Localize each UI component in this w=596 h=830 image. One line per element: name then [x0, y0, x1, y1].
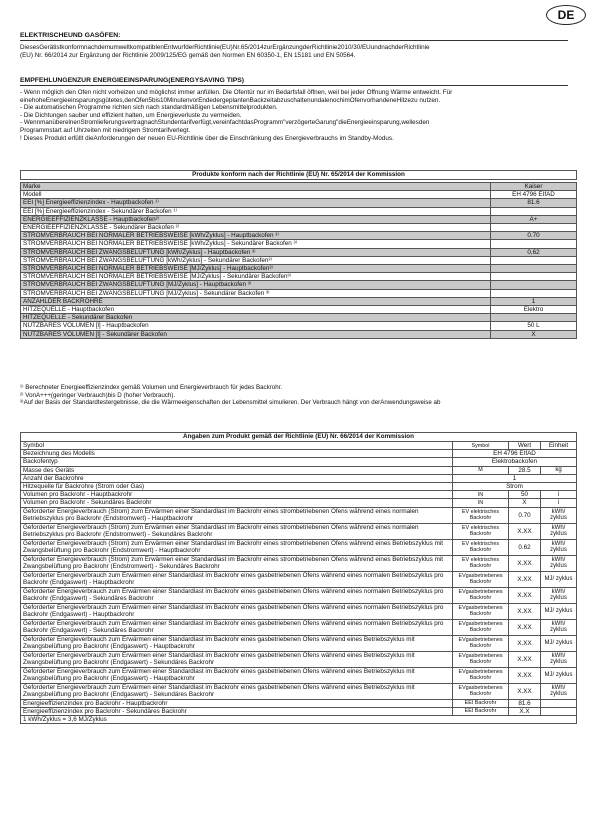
table2-label: Energieeffizienzindex pro Backrohr - Hauptbackrohr — [21, 699, 453, 707]
table2-label: Volumen pro Backrohr - Sekundäres Backrohr — [21, 499, 453, 507]
table2-value: 50 — [509, 491, 541, 499]
table1-label: NUTZBARES VOLUMEN [l] - Hauptbackofen — [21, 322, 491, 330]
table1-label: STROMVERBRAUCH BEI ZWANGSBELÜFTUNG [MJ/Zyklus] - Sekundärer Backofen ³⁾ — [21, 289, 491, 297]
table1-row — [21, 183, 577, 191]
table2-label: Geforderter Energieverbrauch zum Erwärmen einer Standardlast im Backrohr eines gasbetriebenen Ofens während eines Betriebszyklus mit Zwangsbelüftung pro Backrohr (Endgaswert) - Sekundäres Backrohr — [21, 683, 453, 699]
table2-row — [21, 587, 577, 603]
table2-unit: kWh/ zyklus — [541, 683, 577, 699]
table2-symbol: EVgasbetriebenes Backrohr — [453, 651, 509, 667]
table1-label: STROMVERBRAUCH BEI ZWANGSBELÜFTUNG [MJ/Zyklus] - Hauptbackofen ³⁾ — [21, 281, 491, 289]
table2-row — [21, 571, 577, 587]
table1-label: STROMVERBRAUCH BEI NORMALER BETRIEBSWEISE [kWh/Zyklus] - Sekundärer Backofen ³⁾ — [21, 240, 491, 248]
table2-row — [21, 619, 577, 635]
table2-label: Geforderter Energieverbrauch (Strom) zum Erwärmen einer Standardlast im Backrohr eines strombetriebenen Ofens während eines Betriebszyklus mit Zwangsbelüftung pro Backrohr (Endstromwert) - Hauptbackrohr — [21, 539, 453, 555]
table2-value: X.XX — [509, 571, 541, 587]
table2-unit — [541, 707, 577, 715]
table2-value: 81.6 — [509, 699, 541, 707]
table2-row — [21, 458, 577, 466]
table1-row — [21, 224, 577, 232]
table2-symbol: EVgasbetriebenes Backrohr — [453, 619, 509, 635]
section-title-energy-saving-tips: EMPFEHLUNGENZUR ENERGIEEINSPARUNG(ENERGYSAVING TIPS) — [20, 77, 568, 86]
table2-label: Volumen pro Backrohr - Hauptbackrohr — [21, 491, 453, 499]
table2-symbol: IN — [453, 499, 509, 507]
regulation-65-2014-table — [20, 170, 577, 339]
table2-row — [21, 667, 577, 683]
table1-label: EEI [%] Energieeffizienzindex - Hauptbackofen ¹⁾ — [21, 199, 491, 207]
table2-footer: 1 kWh/Zyklus = 3,6 MJ/Zyklus — [21, 716, 577, 724]
table2-value: X.XX — [509, 683, 541, 699]
table1-value — [491, 273, 577, 281]
table2-row — [21, 539, 577, 555]
energy-saving-tips-list — [20, 89, 576, 142]
table2-row — [21, 707, 577, 715]
table1-label: STROMVERBRAUCH BEI NORMALER BETRIEBSWEISE [MJ/Zyklus] - Hauptbackofen³⁾ — [21, 265, 491, 273]
table1-label: ANZAHLDER BACKROHRE — [21, 297, 491, 305]
table1-row — [21, 281, 577, 289]
table1-label: STROMVERBRAUCH BEI ZWANGSBELÜFTUNG [kWh/Zyklus] - Hauptbackofen ³⁾ — [21, 248, 491, 256]
table1-label: Modell — [21, 191, 491, 199]
table1-row — [21, 330, 577, 338]
tip-line: ! Dieses Produkt erfüllt dieAnforderungen der neuen EU-Richtlinie über die Einschränkung des Energieverbrauchs im Standby-Modus. — [20, 134, 394, 142]
table2-label: Backofentyp — [21, 458, 453, 466]
table1-row — [21, 273, 577, 281]
table2-span-value: EH 4796 EIfAD — [453, 450, 577, 458]
table1-label: STROMVERBRAUCH BEI NORMALER BETRIEBSWEISE [kWh/Zyklus] - Hauptbackofen ³⁾ — [21, 232, 491, 240]
table2-unit: MJ/ zyklus — [541, 667, 577, 683]
table1-row — [21, 191, 577, 199]
table2-value: X.XX — [509, 587, 541, 603]
table2-symbol: EVgasbetriebenes Backrohr — [453, 635, 509, 651]
table2-symbol: EVgasbetriebenes Backrohr — [453, 571, 509, 587]
table1-row — [21, 199, 577, 207]
table1-row — [21, 265, 577, 273]
table1-row — [21, 207, 577, 215]
table2-row — [21, 555, 577, 571]
table2-unit: l — [541, 491, 577, 499]
table1-value: EH 4796 EIfAD — [491, 191, 577, 199]
table2-label: Geforderter Energieverbrauch zum Erwärmen einer Standardlast im Backrohr eines gasbetriebenen Ofens während eines Betriebszyklus mit Zwangsbelüftung pro Backrohr (Endgaswert) - Hauptbackrohr — [21, 667, 453, 683]
table1-label: ENERGIEEFFIZIENZKLASSE - Hauptbackofen²⁾ — [21, 215, 491, 223]
table2-unit: kWh/ zyklus — [541, 619, 577, 635]
table2-unit: kWh/ zyklus — [541, 539, 577, 555]
table1-value — [491, 281, 577, 289]
tip-line: - Die automatischen Programme richten sich nach standardmäßigen Lebensmittelprodukten. — [20, 104, 278, 112]
table2-value: X.XX — [509, 635, 541, 651]
table2-caption: Angaben zum Produkt gemäß der Richtlinie (EU) Nr. 66/2014 der Kommission — [21, 433, 577, 442]
table2-unit: MJ/ zyklus — [541, 635, 577, 651]
table2-value: 0.62 — [509, 539, 541, 555]
table2-symbol: EVgasbetriebenes Backrohr — [453, 667, 509, 683]
table2-value: 0.70 — [509, 507, 541, 523]
table2-row — [21, 635, 577, 651]
table2-label: Geforderter Energieverbrauch (Strom) zum Erwärmen einer Standardlast im Backrohr eines strombetriebenen Ofens während eines normalen Betriebszyklus pro Backrohr (Endstromwert) - Hauptbackrohr — [21, 507, 453, 523]
table1-label: ENERGIEEFFIZIENZKLASSE - Sekundärer Backofen ²⁾ — [21, 224, 491, 232]
table2-value: X.XX — [509, 667, 541, 683]
table2-symbol: EV elektrisches Backrohr — [453, 523, 509, 539]
table1-row — [21, 248, 577, 256]
tip-line: - Wenn möglich den Ofen nicht vorheizen und möglichst immer anfüllen. Die Ofentür nur im Bedarfsfall öffnen, weil bei jeder Öffnung Wärme entweicht. Für — [20, 89, 453, 96]
table2-row — [21, 483, 577, 491]
table2-value: X.XX — [509, 603, 541, 619]
table2-row — [21, 683, 577, 699]
table2-label: Geforderter Energieverbrauch zum Erwärmen einer Standardlast im Backrohr eines gasbetriebenen Ofens während eines normalen Betriebszyklus pro Backrohr (Endgaswert) - Sekundäres Backrohr — [21, 619, 453, 635]
table2-unit: kWh/ zyklus — [541, 507, 577, 523]
language-badge: DE — [546, 5, 586, 25]
table2-span-value: 1 — [453, 474, 577, 482]
table1-value: 1 — [491, 297, 577, 305]
table2-row — [21, 699, 577, 707]
table2-label: Geforderter Energieverbrauch zum Erwärmen einer Standardlast im Backrohr eines gasbetriebenen Ofens während eines Betriebszyklus mit Zwangsbelüftung pro Backrohr (Endgaswert) - Sekundäres Backrohr — [21, 651, 453, 667]
table1-label: Marke — [21, 183, 491, 191]
table1-row — [21, 240, 577, 248]
table1-value: X — [491, 330, 577, 338]
table1-label: EEI [%] Energieeffizienzindex - Sekundärer Backofen ¹⁾ — [21, 207, 491, 215]
table2-row — [21, 523, 577, 539]
table2-unit: kWh/ zyklus — [541, 651, 577, 667]
table2-label: Energieeffizienzindex pro Backrohr - Sekundäres Backrohr — [21, 707, 453, 715]
table1-row — [21, 314, 577, 322]
table2-value: X.XX — [509, 619, 541, 635]
tip-line: Programmstart auf Uhrzeiten mit niedrigem Stromtarifverlegt. — [20, 126, 191, 134]
table2-value: X.X — [509, 707, 541, 715]
table2-value: 28.5 — [509, 466, 541, 474]
table2-footer-row — [21, 716, 577, 724]
table2-symbol: EVgasbetriebenes Backrohr — [453, 683, 509, 699]
table1-value: 0,62 — [491, 248, 577, 256]
footnote: ³⁾Auf der Basis der Standardtestergebnisse, die die Wärmeeigenschaften der Lebensmittel simulieren. Der Verbrauch hängt von derAnwendungsweise ab — [20, 399, 441, 407]
table2-value: X.XX — [509, 523, 541, 539]
table2-symbol: EV elektrisches Backrohr — [453, 555, 509, 571]
table2-header-label: Symbol — [21, 442, 453, 450]
table2-symbol: EV elektrisches Backrohr — [453, 539, 509, 555]
table1-value: Elektro — [491, 306, 577, 314]
tip-line: einehoheEnergieeinsparungsgütetes,denOfen5bis10MinutenvorEndedergeplantenBackzeitabzuschaltenundalenochimOfenvorhandeneHitzezu nutzen. — [20, 96, 441, 104]
table2-unit: kg — [541, 466, 577, 474]
table1-row — [21, 297, 577, 305]
table1-value — [491, 265, 577, 273]
table1-row — [21, 256, 577, 264]
table2-unit: MJ/ zyklus — [541, 571, 577, 587]
table2-symbol: EVgasbetriebenes Backrohr — [453, 587, 509, 603]
table1-label: HITZEQUELLE - Hauptbackofen — [21, 306, 491, 314]
table2-label: Geforderter Energieverbrauch zum Erwärmen einer Standardlast im Backrohr eines gasbetriebenen Ofens während eines normalen Betriebszyklus pro Backrohr (Endgaswert) - Hauptbackrohr — [21, 571, 453, 587]
table1-value: A+ — [491, 215, 577, 223]
table2-header-unit: Einheit — [541, 442, 577, 450]
table2-value: X — [509, 499, 541, 507]
table1-label: STROMVERBRAUCH BEI NORMALER BETRIEBSWEISE [MJ/Zyklus] - Sekundärer Backofen³⁾ — [21, 273, 491, 281]
table1-row — [21, 322, 577, 330]
table2-span-value: Strom — [453, 483, 577, 491]
section-title-electric-gas-ovens: ELEKTRISCHEUND GASÖFEN: — [20, 32, 568, 41]
table2-header-value: Wert — [509, 442, 541, 450]
table2-label: Anzahl der Backrohre — [21, 474, 453, 482]
section1-line: DiesesGerätistkonformnachdemumweltkompatiblenEntwurfderRichtlinie(EU)Nr.65/2014zurErgänzungderRichtlinie2010/30/EUundnachderRichtlinie — [20, 44, 430, 51]
table2-row — [21, 651, 577, 667]
table1-value: 0.70 — [491, 232, 577, 240]
table2-header-symbol: Symbol — [453, 442, 509, 450]
table1-value: 81.6 — [491, 199, 577, 207]
table2-symbol: EVgasbetriebenes Backrohr — [453, 603, 509, 619]
table2-value: X.XX — [509, 651, 541, 667]
table1-value — [491, 207, 577, 215]
table1-row — [21, 232, 577, 240]
table1-value — [491, 256, 577, 264]
table2-row — [21, 466, 577, 474]
table2-label: Bezeichnung des Modells — [21, 450, 453, 458]
table1-label: NUTZBARES VOLUMEN [l] - Sekundärer Backofen — [21, 330, 491, 338]
table2-unit: l — [541, 499, 577, 507]
table2-label: Geforderter Energieverbrauch zum Erwärmen einer Standardlast im Backrohr eines gasbetriebenen Ofens während eines normalen Betriebszyklus pro Backrohr (Endgaswert) - Hauptbackrohr — [21, 603, 453, 619]
table2-label: Hitzequelle für Backrohre (Strom oder Gas) — [21, 483, 453, 491]
footnote: ²⁾ VonA+++(geringer Verbrauch)bis D (hoher Verbrauch). — [20, 391, 176, 399]
table2-row — [21, 499, 577, 507]
table1-row — [21, 306, 577, 314]
table1-value — [491, 289, 577, 297]
table2-label: Masse des Geräts — [21, 466, 453, 474]
table2-label: Geforderter Energieverbrauch (Strom) zum Erwärmen einer Standardlast im Backrohr eines strombetriebenen Ofens während eines Betriebszyklus mit Zwangsbelüftung pro Backrohr (Endstromwert) - Sekundäres Backrohr — [21, 555, 453, 571]
table2-row — [21, 450, 577, 458]
table1-value — [491, 224, 577, 232]
table1-footnotes — [20, 384, 576, 407]
table2-unit: kWh/ zyklus — [541, 523, 577, 539]
table2-span-value: Elektrobackofen — [453, 458, 577, 466]
regulation-66-2014-table — [20, 432, 577, 724]
table2-label: Geforderter Energieverbrauch (Strom) zum Erwärmen einer Standardlast im Backrohr eines strombetriebenen Ofens während eines normalen Betriebszyklus pro Backrohr (Endstromwert) - Sekundäres Backrohr — [21, 523, 453, 539]
section1-paragraph — [20, 44, 576, 59]
table2-symbol: EV elektrisches Backrohr — [453, 507, 509, 523]
table2-row — [21, 491, 577, 499]
table1-row — [21, 215, 577, 223]
table2-unit: kWh/ zyklus — [541, 587, 577, 603]
table2-header-row — [21, 442, 577, 450]
table2-unit: MJ/ zyklus — [541, 603, 577, 619]
table1-value — [491, 314, 577, 322]
table2-unit: kWh/ zyklus — [541, 555, 577, 571]
table1-caption: Produkte konform nach der Richtlinie (EU) Nr. 65/2014 der Kommission — [21, 171, 577, 180]
table2-symbol: EEI Backrohr — [453, 699, 509, 707]
table1-value: Kaiser — [491, 183, 577, 191]
table2-value: X.XX — [509, 555, 541, 571]
table1-label: HITZEQUELLE - Sekundärer Backofen — [21, 314, 491, 322]
footnote: ¹⁾ Berechneter Energieeffizienzindex gemäß Volumen und Energieverbrauch für jedes Backrohr. — [20, 384, 283, 391]
table2-symbol: IN — [453, 491, 509, 499]
table2-row — [21, 603, 577, 619]
table2-label: Geforderter Energieverbrauch zum Erwärmen einer Standardlast im Backrohr eines gasbetriebenen Ofens während eines Betriebszyklus mit Zwangsbelüftung pro Backrohr (Endgaswert) - Hauptbackrohr — [21, 635, 453, 651]
table1-value: 50 L — [491, 322, 577, 330]
section1-line: (EU) Nr. 66/2014 zur Ergänzung der Richtlinie 2009/125/EG gemäß den Normen EN 60350-1, EN 15181 und EN 50564. — [20, 51, 356, 59]
table2-symbol: M — [453, 466, 509, 474]
table2-label: Geforderter Energieverbrauch zum Erwärmen einer Standardlast im Backrohr eines gasbetriebenen Ofens während eines normalen Betriebszyklus pro Backrohr (Endgaswert) - Sekundäres Backrohr — [21, 587, 453, 603]
tip-line: - WennmanüberelnenStromlieferungsvertragnachStundentarifverfügt,vereinfachtdasProgramm"verzögerteGarung"dieEnergieeinsparung,wellesden — [20, 119, 430, 127]
table2-row — [21, 474, 577, 482]
table2-symbol: EEI Backrohr — [453, 707, 509, 715]
table1-row — [21, 289, 577, 297]
table2-unit — [541, 699, 577, 707]
table2-row — [21, 507, 577, 523]
tip-line: - Die Dichtungen sauber und effizient halten, um Energieverluste zu vermeiden. — [20, 111, 242, 119]
table1-value — [491, 240, 577, 248]
table1-label: STROMVERBRAUCH BEI ZWANGSBELÜFTUNG [kWh/Zyklus] - Sekundärer Backofen³⁾ — [21, 256, 491, 264]
